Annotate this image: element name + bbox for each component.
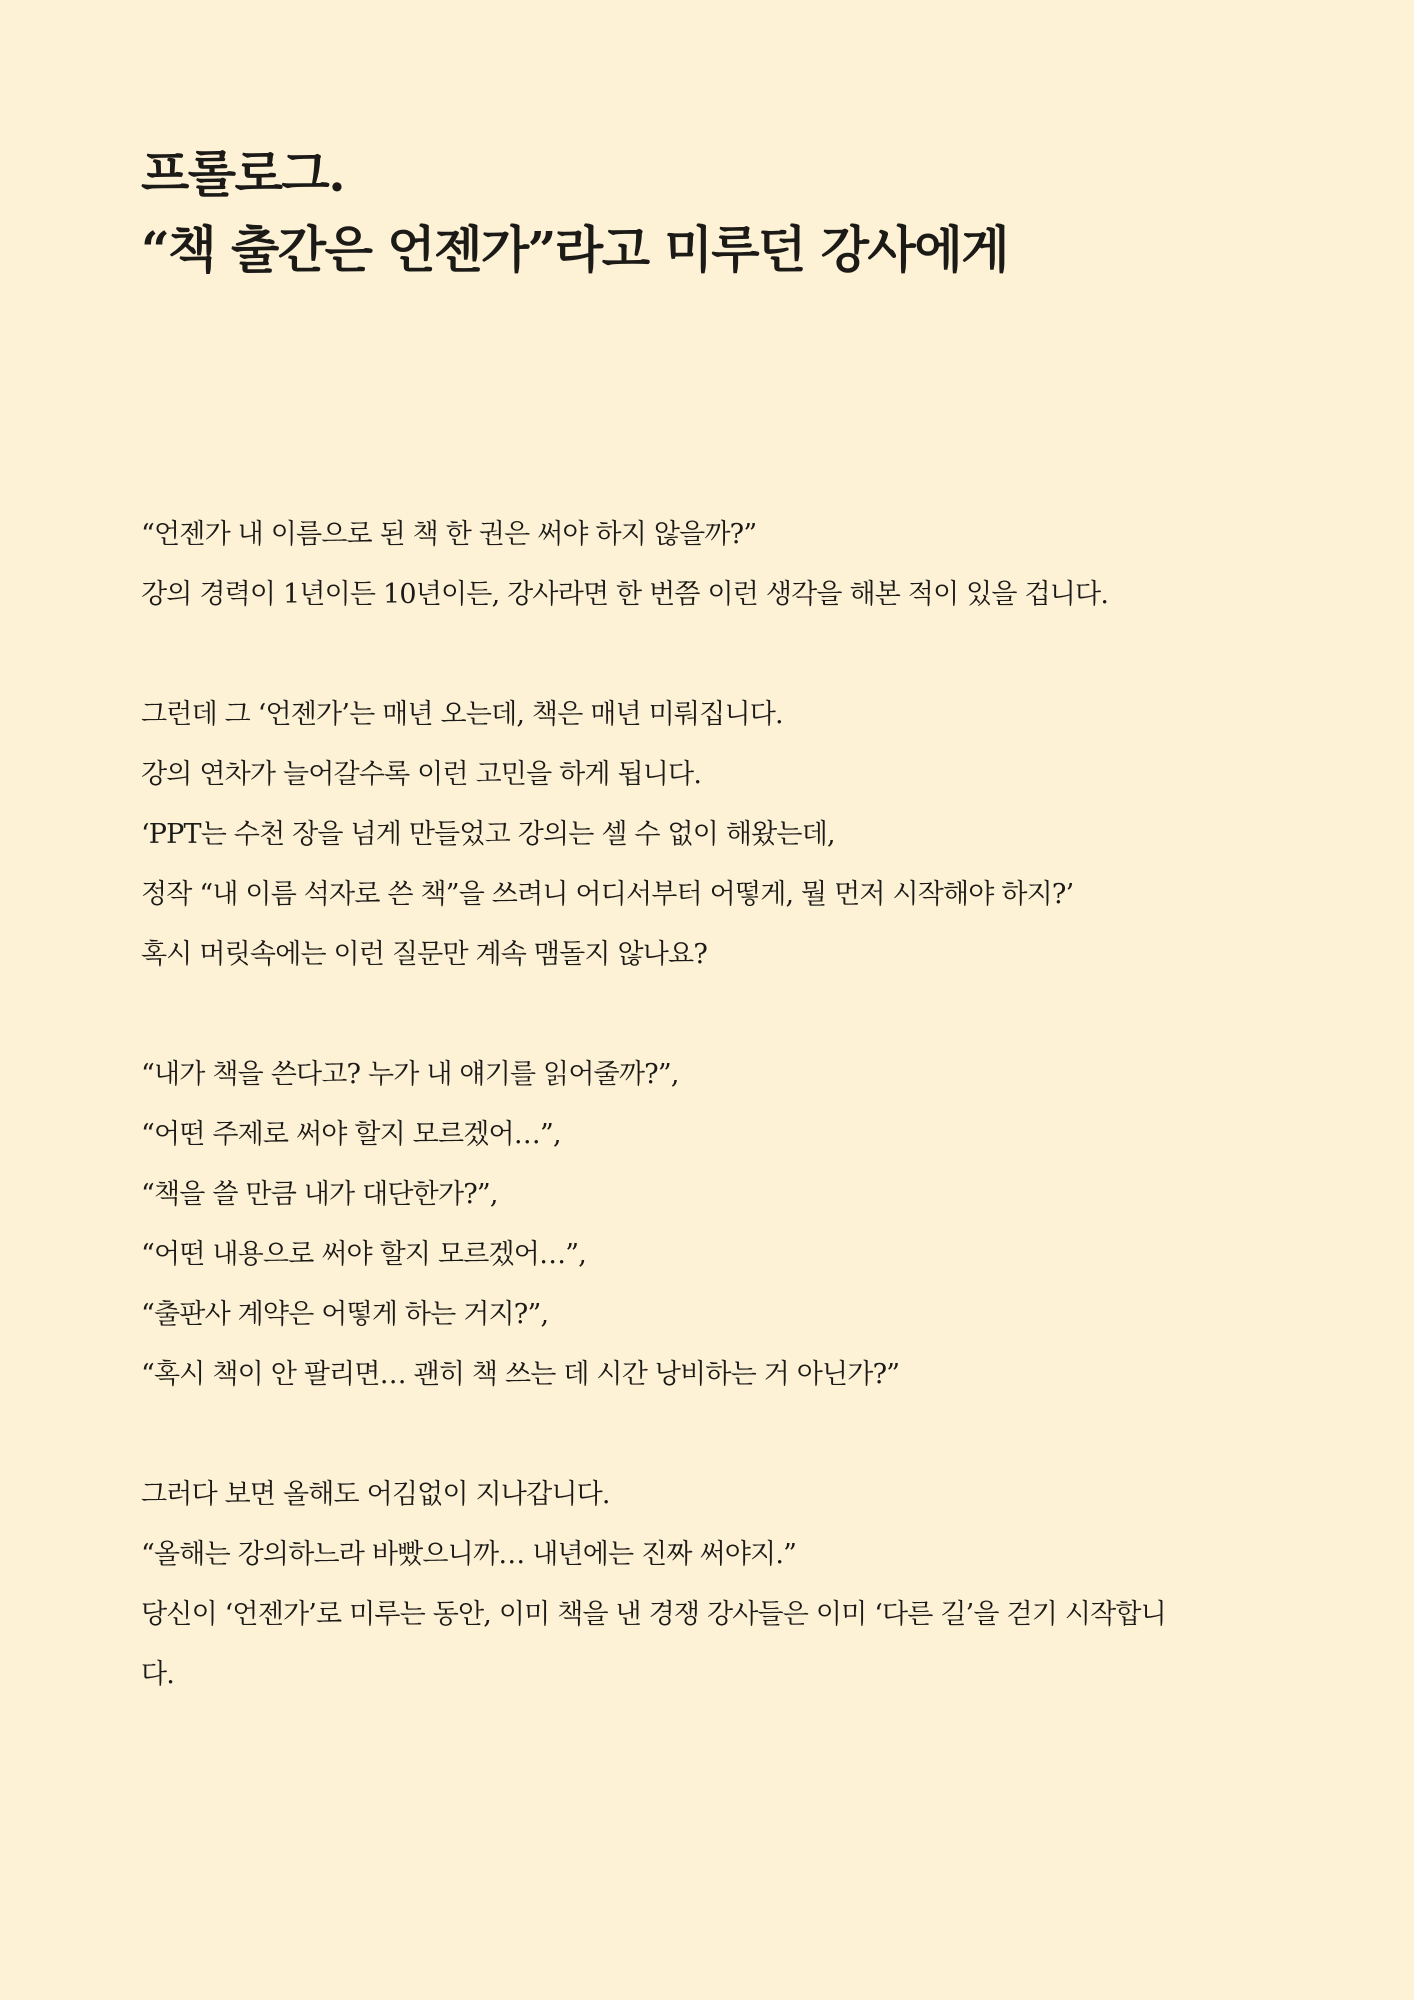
quote-line: “책을 쓸 만큼 내가 대단한가?”,	[141, 1179, 498, 1210]
quote-line: “어떤 주제로 써야 할지 모르겠어…”,	[141, 1119, 561, 1150]
text-line: 그런데 그 ‘언젠가’는 매년 오는데, 책은 매년 미뤄집니다.	[141, 699, 783, 730]
body-text	[141, 505, 1281, 1765]
paragraph-3	[141, 1045, 1281, 1405]
text-line: “올해는 강의하느라 바빴으니까… 내년에는 진짜 써야지.”	[141, 1539, 797, 1570]
page-title	[141, 136, 1291, 288]
text-line: 강의 경력이 1년이든 10년이든, 강사라면 한 번쯤 이런 생각을 해본 적이 있을 겁니다.	[141, 579, 1109, 610]
quote-line: “어떤 내용으로 써야 할지 모르겠어…”,	[141, 1239, 587, 1270]
quote-line: “내가 책을 쓴다고? 누가 내 얘기를 읽어줄까?”,	[141, 1059, 679, 1090]
paragraph-1	[141, 505, 1281, 625]
text-line: 다.	[141, 1659, 175, 1690]
text-line: 그러다 보면 올해도 어김없이 지나갑니다.	[141, 1479, 610, 1510]
text-line: 혹시 머릿속에는 이런 질문만 계속 맴돌지 않나요?	[141, 939, 708, 970]
text-line: ‘PPT는 수천 장을 넘게 만들었고 강의는 셀 수 없이 해왔는데,	[141, 819, 835, 850]
title-line-1: 프롤로그.	[141, 144, 345, 203]
text-line: 강의 연차가 늘어갈수록 이런 고민을 하게 됩니다.	[141, 759, 702, 790]
quote-line: “출판사 계약은 어떻게 하는 거지?”,	[141, 1299, 549, 1330]
text-line: 당신이 ‘언젠가’로 미루는 동안, 이미 책을 낸 경쟁 강사들은 이미 ‘다른 길’을 걷기 시작합니	[141, 1599, 1166, 1630]
title-line-2: “책 출간은 언젠가”라고 미루던 강사에게	[141, 220, 1008, 279]
text-line: 정작 “내 이름 석자로 쓴 책”을 쓰려니 어디서부터 어떻게, 뭘 먼저 시작해야 하지?’	[141, 879, 1074, 910]
paragraph-2	[141, 685, 1281, 985]
quote-line: “혹시 책이 안 팔리면… 괜히 책 쓰는 데 시간 낭비하는 거 아닌가?”	[141, 1359, 900, 1390]
text-line: “언젠가 내 이름으로 된 책 한 권은 써야 하지 않을까?”	[141, 519, 757, 550]
paragraph-4	[141, 1465, 1281, 1705]
